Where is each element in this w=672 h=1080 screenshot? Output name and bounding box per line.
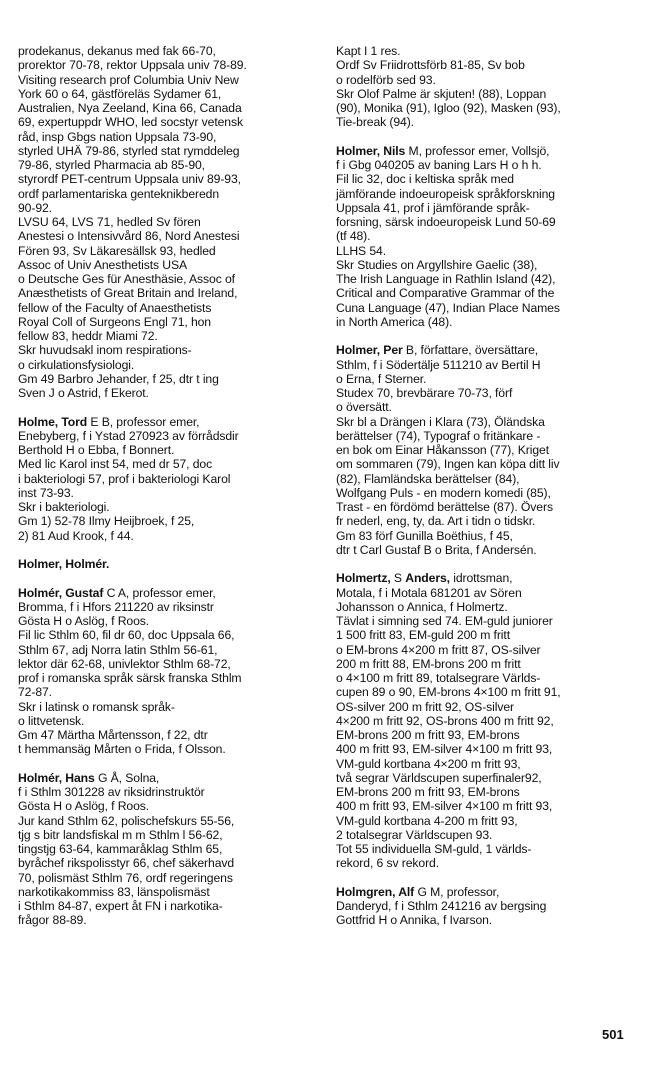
entry-heading-text: G Å, Solna,: [94, 770, 160, 785]
entry-heading: [18, 557, 323, 571]
entry-name: Holmér, Hans: [18, 770, 95, 785]
entry-heading-text: S: [390, 571, 406, 586]
text-line: Kapt I 1 res.: [336, 44, 401, 58]
text-line: Uppsala 41, prof i jämförande språk-: [336, 200, 530, 215]
entry-separator: [336, 871, 636, 885]
text-line: i Sthlm 84-87, expert åt FN i narkotika-: [18, 899, 223, 913]
entry-heading-text: E B, professor emer,: [87, 414, 200, 429]
text-line: Enebyberg, f i Ystad 270923 av förrådsdir: [18, 428, 239, 443]
text-line: prof i romanska språk särsk franska Sthlm: [18, 671, 242, 685]
entry-heading-text: B, författare, översättare,: [402, 343, 539, 358]
entry-name: Holmer, Nils: [336, 143, 406, 158]
text-line: prorektor 70-78, rektor Uppsala univ 78-89.: [18, 58, 247, 73]
text-line: byråchef rikspolisstyr 66, chef säkerhavd: [18, 856, 235, 871]
text-line: inst 73-93.: [18, 485, 74, 500]
left-column: [18, 44, 323, 928]
text-line: Tot 55 individuella SM-guld, 1 världs-: [336, 842, 532, 856]
text-line: LLHS 54.: [336, 243, 387, 258]
text-line: 69, expertuppdr WHO, led socstyr vetensk: [18, 115, 243, 130]
text-line: Skr i latinsk o romansk språk-: [18, 699, 175, 714]
text-line: f i Sthlm 301228 av riksidrinstruktör: [18, 785, 205, 799]
text-line: rekord, 6 sv rekord.: [336, 856, 439, 871]
entry-heading: [336, 144, 636, 158]
text-line: 70, polismäst Sthlm 76, ordf regeringens: [18, 870, 233, 885]
text-line: cupen 89 o 90, EM-brons 4×100 m fritt 91,: [336, 685, 561, 700]
text-line: 400 m fritt 93, EM-silver 4×100 m fritt 93,: [336, 799, 553, 814]
text-line: 2) 81 Aud Krook, f 44.: [18, 528, 134, 543]
text-line: Anestesi o Intensivvård 86, Nord Anestesi: [18, 229, 240, 244]
entry-heading-text: G M, professor,: [414, 884, 500, 899]
text-line: LVSU 64, LVS 71, hedled Sv fören: [18, 215, 201, 229]
text-line: 1 500 fritt 83, EM-guld 200 m fritt: [336, 628, 510, 643]
text-line: Critical and Comparative Grammar of the: [336, 286, 555, 301]
entry-heading: [18, 586, 323, 600]
text-line: fr nederl, eng, ty, da. Art i tidn o tidskr.: [336, 514, 536, 529]
text-line: VM-guld kortbana 4×200 m fritt 93,: [336, 756, 521, 771]
text-line: om sommaren (79), Ingen kan köpa ditt liv: [336, 457, 560, 472]
entry-separator: [336, 130, 636, 144]
text-line: Fil lic Sthlm 60, fil dr 60, doc Uppsala 66,: [18, 628, 235, 643]
text-line: EM-brons 200 m fritt 93, EM-brons: [336, 785, 520, 799]
text-line: Anæsthetists of Great Britain and Ireland,: [18, 286, 238, 301]
entry-name: Holmér, Gustaf: [18, 585, 104, 600]
entry-heading-text: C A, professor emer,: [103, 585, 216, 600]
text-line: styrordf PET-centrum Uppsala univ 89-93,: [18, 172, 241, 187]
text-line: EM-brons 200 m fritt 93, EM-brons: [336, 728, 520, 742]
text-line: Tävlat i simning sed 74. EM-guld juniorer: [336, 614, 553, 628]
text-line: (tf 48).: [336, 229, 371, 244]
text-line: Gm 49 Barbro Jehander, f 25, dtr t ing: [18, 371, 219, 386]
text-line: Sthlm, f i Södertälje 511210 av Bertil H: [336, 357, 541, 372]
entry-heading: [336, 571, 636, 585]
text-line: Gottfrid H o Annika, f Ivarson.: [336, 913, 493, 928]
text-line: o Deutsche Ges für Anesthäsie, Assoc of: [18, 272, 235, 286]
entry-separator: [336, 329, 636, 343]
entry-name: Holmer, Per: [336, 343, 403, 358]
text-line: styrled UHÄ 79-86, styrled stat rymddeleg: [18, 143, 240, 158]
text-line: Johansson o Annica, f Holmertz.: [336, 599, 508, 614]
text-line: Gm 47 Märtha Mårtensson, f 22, dtr: [18, 728, 208, 742]
text-line: 2 totalsegrar Världscupen 93.: [336, 827, 493, 842]
text-line: OS-silver 200 m fritt 92, OS-silver: [336, 699, 514, 714]
text-line: 72-87.: [18, 685, 52, 700]
entry-separator: [18, 400, 323, 414]
text-line: Sven J o Astrid, f Ekerot.: [18, 386, 149, 400]
text-line: Gösta H o Aslög, f Roos.: [18, 799, 150, 814]
text-line: o littvetensk.: [18, 713, 85, 728]
text-line: Tie-break (94).: [336, 115, 414, 130]
text-line: Sthlm 67, adj Norra latin Sthlm 56-61,: [18, 642, 218, 657]
entry-name: Anders,: [405, 571, 450, 586]
text-line: forsning, särsk indoeuropeisk Lund 50-69: [336, 215, 556, 229]
entry-heading-text: idrottsman,: [449, 571, 513, 586]
entry-name: Holmer, Holmér.: [18, 557, 110, 571]
text-line: f i Gbg 040205 av baning Lars H o h h.: [336, 158, 542, 172]
text-line: fellow 83, heddr Miami 72.: [18, 329, 158, 343]
text-line: Med lic Karol inst 54, med dr 57, doc: [18, 457, 213, 472]
text-line: Visiting research prof Columbia Univ New: [18, 72, 239, 87]
text-line: en bok om Einar Håkansson (77), Kriget: [336, 443, 549, 457]
right-column: [336, 44, 636, 928]
text-line: 90-92.: [18, 200, 52, 215]
text-line: (82), Flamländska berättelser (84),: [336, 471, 520, 486]
text-line: o cirkulationsfysiologi.: [18, 357, 135, 372]
text-line: (90), Monika (91), Igloo (92), Masken (93),: [336, 101, 561, 115]
entry-separator: [18, 543, 323, 557]
text-line: Skr huvudsakl inom respirations-: [18, 343, 192, 358]
text-line: Cuna Language (47), Indian Place Names: [336, 300, 560, 315]
text-line: Assoc of Univ Anesthetists USA: [18, 257, 188, 272]
text-line: 4×200 m fritt 92, OS-brons 400 m fritt 92,: [336, 713, 554, 728]
text-line: Skr i bakteriologi.: [18, 500, 110, 514]
entry-separator: [336, 557, 636, 571]
text-line: t hemmansäg Mårten o Frida, f Olsson.: [18, 742, 226, 757]
text-line: Skr Studies on Argyllshire Gaelic (38),: [336, 257, 538, 272]
text-line: 400 m fritt 93, EM-silver 4×100 m fritt 93,: [336, 742, 553, 757]
entry-name: Holmgren, Alf: [336, 884, 415, 899]
text-line: Studex 70, brevbärare 70-73, förf: [336, 386, 513, 400]
text-line: Motala, f i Motala 681201 av Sören: [336, 585, 522, 600]
text-line: o EM-brons 4×200 m fritt 87, OS-silver: [336, 642, 541, 657]
text-line: The Irish Language in Rathlin Island (42),: [336, 272, 556, 286]
text-line: prodekanus, dekanus med fak 66-70,: [18, 44, 216, 58]
text-line: Fören 93, Sv Läkaresällsk 93, hedled: [18, 243, 216, 258]
text-line: Bromma, f i Hfors 211220 av riksinstr: [18, 599, 214, 614]
text-line: York 60 o 64, gästföreläs Sydamer 61,: [18, 86, 222, 101]
text-line: fellow of the Faculty of Anaesthetists: [18, 300, 212, 315]
text-line: Trast - en fördömd berättelse (87). Övers: [336, 500, 553, 514]
text-line: Australien, Nya Zeeland, Kina 66, Canada: [18, 101, 242, 115]
text-line: tjg s bitr landsfiskal m m Sthlm l 56-62,: [18, 827, 223, 842]
text-line: Danderyd, f i Sthlm 241216 av bergsing: [336, 899, 547, 913]
text-line: Jur kand Sthlm 62, polischefskurs 55-56,: [18, 813, 235, 828]
entry-heading-text: M, professor emer, Vollsjö,: [405, 143, 550, 158]
text-line: tingstjg 63-64, kammaråklag Sthlm 65,: [18, 842, 223, 856]
text-line: Ordf Sv Friidrottsförb 81-85, Sv bob: [336, 58, 525, 73]
entry-heading: [336, 885, 636, 899]
text-line: Skr Olof Palme är skjuten! (88), Loppan: [336, 86, 547, 101]
text-line: Berthold H o Ebba, f Bonnert.: [18, 443, 175, 457]
text-line: narkotikakommiss 83, länspolismäst: [18, 884, 210, 899]
text-line: o översätt.: [336, 400, 392, 415]
text-line: 79-86, styrled Pharmacia ab 85-90,: [18, 158, 205, 172]
entry-separator: [18, 571, 323, 585]
text-line: Royal Coll of Surgeons Engl 71, hon: [18, 314, 211, 329]
text-line: lektor där 62-68, univlektor Sthlm 68-72,: [18, 656, 231, 671]
text-line: jämförande indoeuropeisk språkforskning: [336, 186, 555, 201]
text-line: 200 m fritt 88, EM-brons 200 m fritt: [336, 656, 521, 671]
text-line: Gm 1) 52-78 Ilmy Heijbroek, f 25,: [18, 514, 195, 529]
entry-heading: [18, 415, 323, 429]
entry-separator: [18, 757, 323, 771]
page-number: 501: [602, 1027, 624, 1042]
text-line: o 4×100 m fritt 89, totalsegrare Världs-: [336, 671, 541, 685]
entry-heading: [18, 771, 323, 785]
entry-name: Holme, Tord: [18, 414, 88, 429]
text-line: Gösta H o Aslög, f Roos.: [18, 614, 150, 628]
text-line: Gm 83 förf Gunilla Boëthius, f 45,: [336, 528, 513, 543]
text-line: Wolfgang Puls - en modern komedi (85),: [336, 485, 551, 500]
entry-heading: [336, 343, 636, 357]
text-line: i bakteriologi 57, prof i bakteriologi Karol: [18, 471, 231, 486]
entry-name: Holmertz,: [336, 571, 391, 586]
text-line: råd, insp Gbgs nation Uppsala 73-90,: [18, 129, 217, 144]
text-line: dtr t Carl Gustaf B o Brita, f Andersén.: [336, 542, 537, 557]
text-line: ordf parlamentariska genteknikberedn: [18, 186, 219, 201]
text-line: frågor 88-89.: [18, 913, 87, 928]
text-line: Skr bl a Drängen i Klara (73), Öländska: [336, 414, 545, 429]
text-line: Fil lic 32, doc i keltiska språk med: [336, 172, 514, 187]
text-line: in North America (48).: [336, 314, 453, 329]
text-line: berättelser (74), Typograf o fritänkare -: [336, 428, 541, 443]
text-line: o rodelförb sed 93.: [336, 72, 436, 87]
text-line: VM-guld kortbana 4-200 m fritt 93,: [336, 813, 518, 828]
text-line: två segrar Världscupen superfinaler92,: [336, 770, 542, 785]
text-line: o Erna, f Sterner.: [336, 371, 427, 386]
